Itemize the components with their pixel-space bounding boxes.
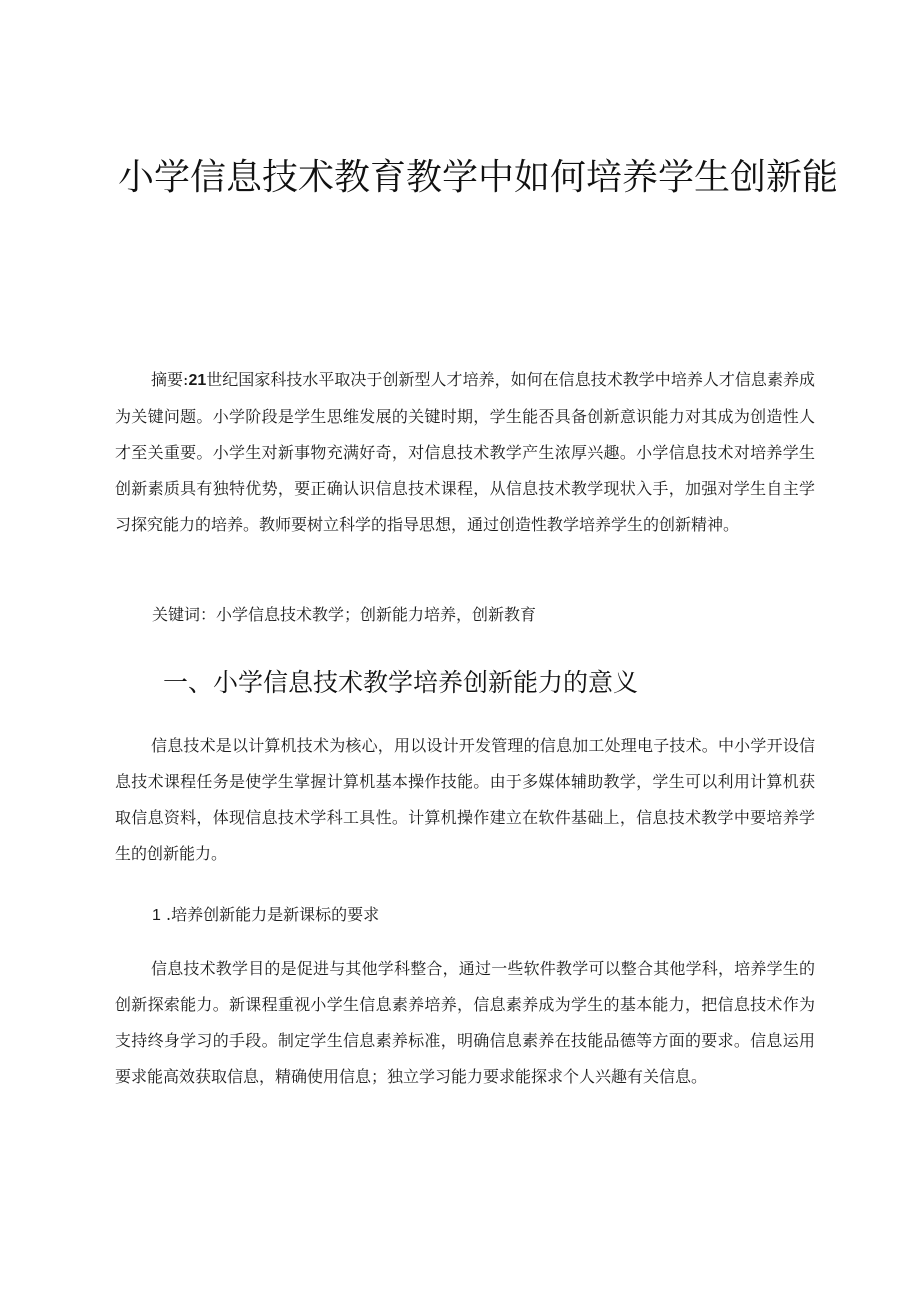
- subsection-title: .培养创新能力是新课标的要求: [166, 905, 380, 924]
- section-heading: 一、小学信息技术教学培养创新能力的意义: [163, 668, 639, 697]
- subsection-heading: [152, 897, 812, 934]
- document-title: 小学信息技术教育教学中如何培养学生创新能: [118, 157, 839, 198]
- abstract-text: 世纪国家科技水平取决于创新型人才培养，如何在信息技术教学中培养人才信息素养成为关键问题。小学阶段是学生思维发展的关键时期，学生能否具备创新意识能力对其成为创造性人才至关重要。小学生对新事物充满好奇，对信息技术教学产生浓厚兴趣。小学信息技术对培养学生创新素质具有独特优势，要正确认识信息技术课程，从信息技术教学现状入手，加强对学生自主学习探究能力的培养。教师要树立科学的指导思想，通过创造性教学培养学生的创新精神。: [115, 370, 815, 534]
- section-paragraph: 信息技术是以计算机技术为核心，用以设计开发管理的信息加工处理电子技术。中小学开设信息技术课程任务是使学生掌握计算机基本操作技能。由于多媒体辅助教学，学生可以利用计算机获取信息资料，体现信息技术学科工具性。计算机操作建立在软件基础上，信息技术教学中要培养学生的创新能力。: [115, 736, 815, 863]
- abstract-number: 21: [188, 372, 207, 389]
- abstract-label: 摘要:: [151, 370, 189, 389]
- abstract-paragraph: [115, 362, 815, 543]
- keywords-line: 关键词：小学信息技术教学；创新能力培养，创新教育: [152, 605, 537, 624]
- subsection-paragraph: 信息技术教学目的是促进与其他学科整合，通过一些软件教学可以整合其他学科，培养学生的创新探索能力。新课程重视小学生信息素养培养，信息素养成为学生的基本能力，把信息技术作为支持终身学习的手段。制定学生信息素养标准，明确信息素养在技能品德等方面的要求。信息运用要求能高效获取信息，精确使用信息；独立学习能力要求能探求个人兴趣有关信息。: [115, 959, 815, 1086]
- subsection-number: 1: [152, 907, 161, 924]
